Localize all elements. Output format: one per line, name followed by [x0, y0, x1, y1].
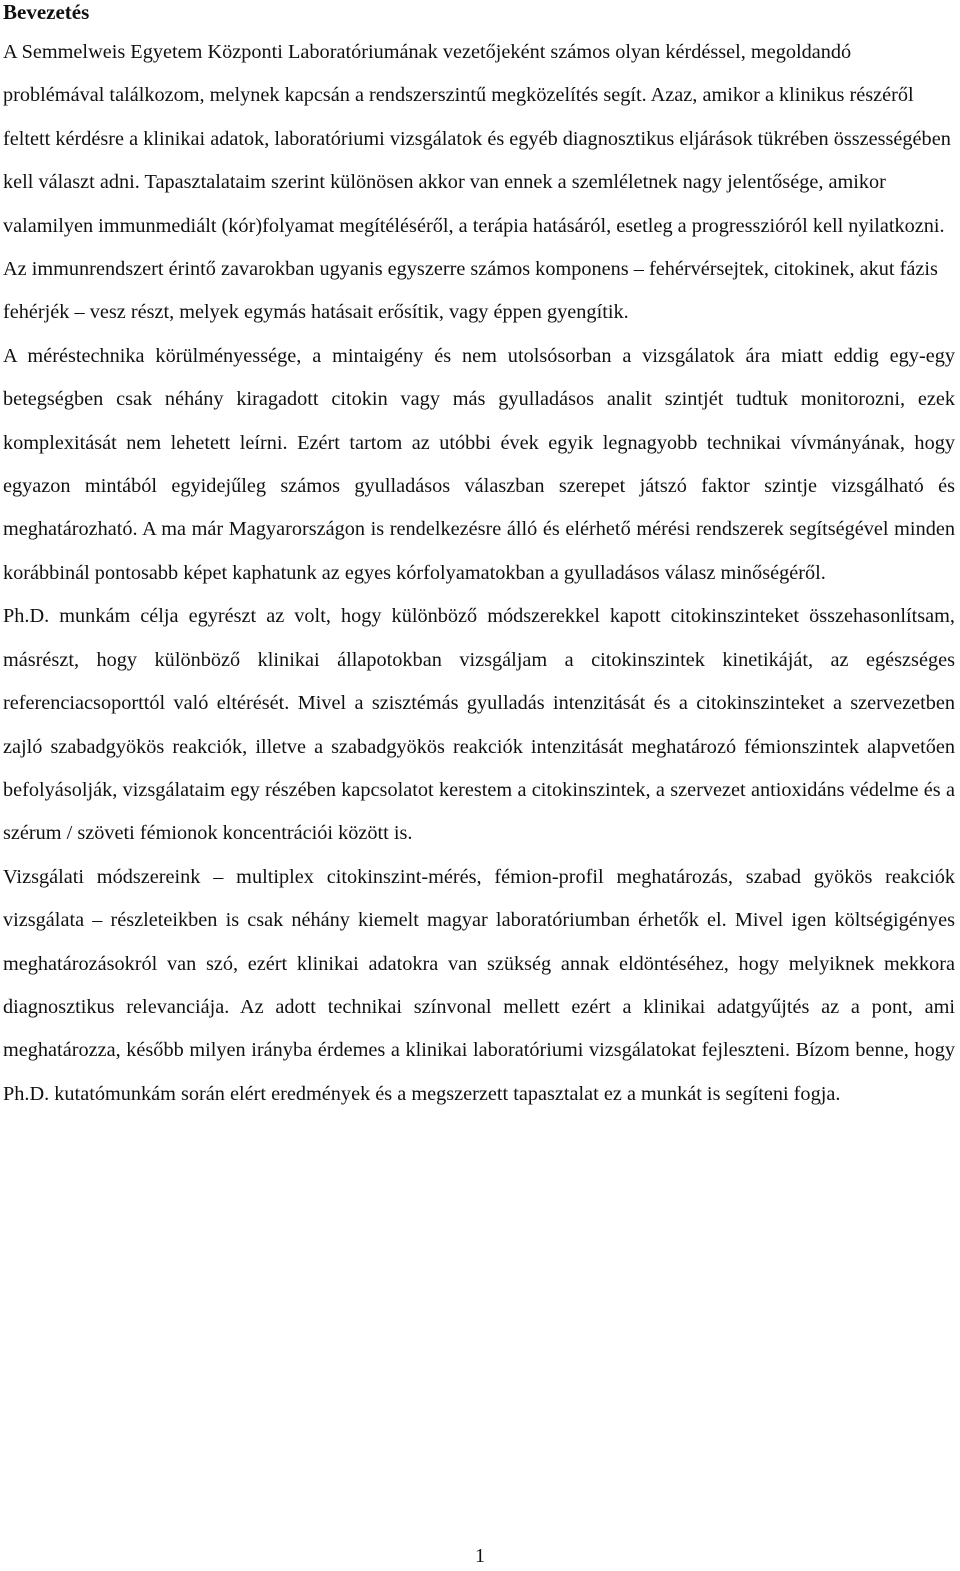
paragraph-measurement: A méréstechnika körülményessége, a mintaigény és nem utolsósorban a vizsgálatok ára miatt eddig egy-egy betegségben csak néhány kiragadott citokin vagy más gyulladásos analit szintjét tudtuk monitorozni, ezek komplexitását nem lehetett leírni. Ezért tartom az utóbbi évek egyik legnagyobb technikai vívmányának, hogy egyazon mintából egyidejűleg számos gyulladásos válaszban szerepet játszó faktor szintje vizsgálható és meghatározható. A ma már Magyarországon is rendelkezésre álló és elérhető mérési rendszerek segítségével minden korábbinál pontosabb képet kaphatunk az egyes kórfolyamatokban a gyulladásos válasz minőségéről.: [3, 344, 955, 584]
section-heading: Bevezetés: [3, 0, 90, 24]
paragraph-intro: A Semmelweis Egyetem Központi Laboratóriumának vezetőjeként számos olyan kérdéssel, megoldandó problémával találkozom, melynek kapcsán a rendszerszintű megközelítés segít. Azaz, amikor a klinikus részéről feltett kérdésre a klinikai adatok, laboratóriumi vizsgálatok és egyéb diagnosztikus eljárások tükrében összességében kell választ adni. Tapasztalataim szerint különösen akkor van ennek a szemléletnek nagy jelentősége, amikor valamilyen immunmediált (kór)folyamat megítéléséről, a terápia hatásáról, esetleg a progresszióról kell nyilatkozni. Az immunrendszert érintő zavarokban ugyanis egyszerre számos komponens – fehérvérsejtek, citokinek, akut fázis fehérjék – vesz részt, melyek egymás hatásait erősítik, vagy éppen gyengítik.: [3, 41, 951, 324]
paragraph-phd-aim: Ph.D. munkám célja egyrészt az volt, hogy különböző módszerekkel kapott citokinszinteket összehasonlítsam, másrészt, hogy különböző klinikai állapotokban vizsgáljam a citokinszintek kinetikáját, az egészséges referenciacsoporttól való eltérését. Mivel a szisztémás gyulladás intenzitását és a citokinszinteket a szervezetben zajló szabadgyökös reakciók, illetve a szabadgyökös reakciók intenzitását meghatározó fémionszintek alapvetően befolyásolják, vizsgálataim egy részében kapcsolatot kerestem a citokinszintek, a szervezet antioxidáns védelme és a szérum / szöveti fémionok koncentrációi között is.: [3, 605, 955, 845]
page-number: 1: [475, 1545, 485, 1567]
paragraph-methods: Vizsgálati módszereink – multiplex citokinszint-mérés, fémion-profil meghatározás, szabad gyökös reakciók vizsgálata – részleteikben is csak néhány kiemelt magyar laboratóriumban érhetők el. Mivel igen költségigényes meghatározásokról van szó, ezért klinikai adatokra van szükség annak eldöntéséhez, hogy melyiknek mekkora diagnosztikus relevanciája. Az adott technikai színvonal mellett ezért a klinikai adatgyűjtés az a pont, ami meghatározza, később milyen irányba érdemes a klinikai laboratóriumi vizsgálatokat fejleszteni. Bízom benne, hogy Ph.D. kutatómunkám során elért eredmények és a megszerzett tapasztalat ez a munkát is segíteni fogja.: [3, 865, 955, 1105]
document-page: [3, 0, 955, 1116]
